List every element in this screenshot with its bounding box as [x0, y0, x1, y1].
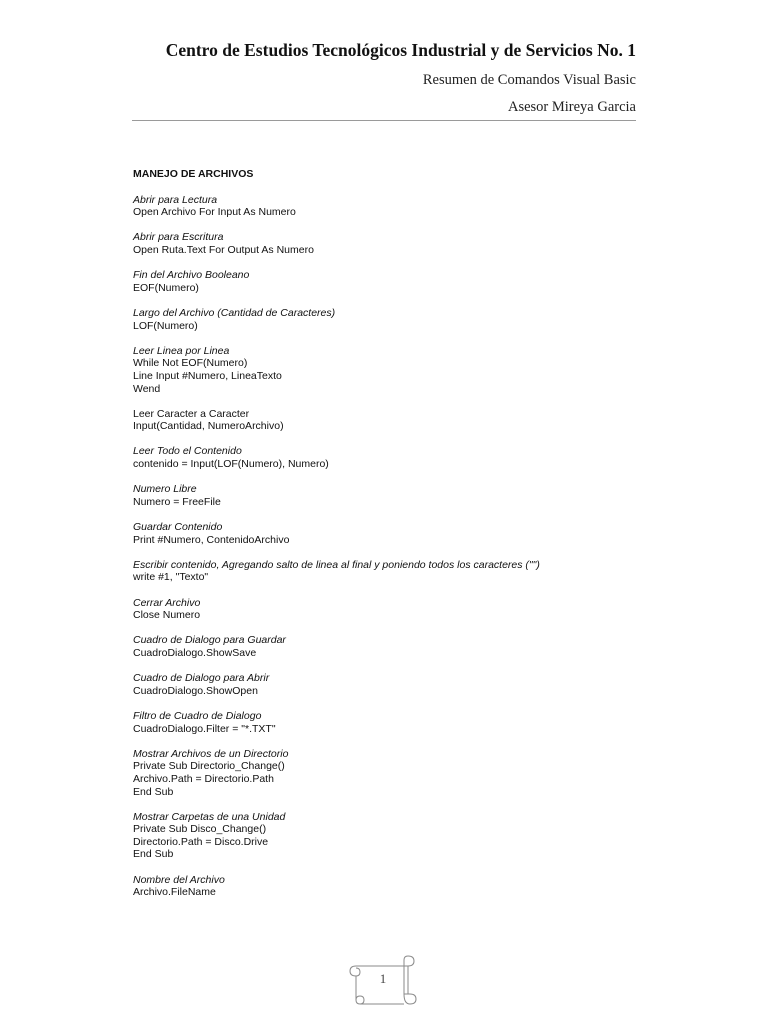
author-line: Asesor Mireya Garcia [507, 99, 636, 115]
code-line: LOF(Numero) [133, 319, 198, 332]
command-entry [133, 521, 653, 546]
code-line: Open Ruta.Text For Output As Numero [133, 243, 314, 256]
code-line: CuadroDialogo.ShowSave [133, 646, 257, 659]
code-line: End Sub [133, 785, 174, 798]
command-entry [133, 345, 653, 395]
command-list [133, 194, 653, 899]
command-entry [133, 597, 653, 622]
command-description: Cuadro de Dialogo para Abrir [133, 672, 270, 685]
command-description: Cuadro de Dialogo para Guardar [133, 634, 286, 647]
command-description: Cerrar Archivo [133, 596, 201, 609]
code-line: Numero = FreeFile [133, 495, 221, 508]
command-entry [133, 811, 653, 861]
document-subtitle: Resumen de Comandos Visual Basic [422, 72, 636, 88]
command-entry [133, 231, 653, 256]
code-line: Private Sub Disco_Change() [133, 823, 267, 836]
command-entry [133, 710, 653, 735]
command-description: Leer Caracter a Caracter [133, 407, 250, 420]
command-description: Leer Linea por Linea [133, 344, 230, 357]
code-line: Archivo.FileName [133, 886, 216, 899]
code-line: CuadroDialogo.Filter = "*.TXT" [133, 722, 276, 735]
command-entry [133, 408, 653, 433]
command-description: Abrir para Lectura [133, 193, 218, 206]
institution-title: Centro de Estudios Tecnológicos Industrial y de Servicios No. 1 [165, 40, 636, 60]
command-description: Fin del Archivo Booleano [133, 269, 250, 282]
command-description: Largo del Archivo (Cantidad de Caracteres) [133, 306, 336, 319]
code-line: Archivo.Path = Directorio.Path [133, 772, 274, 785]
command-description: Leer Todo el Contenido [133, 445, 242, 458]
code-line: While Not EOF(Numero) [133, 357, 248, 370]
command-entry [133, 483, 653, 508]
command-description: Mostrar Carpetas de una Unidad [133, 810, 286, 823]
command-description: Guardar Contenido [133, 521, 223, 534]
code-line: Directorio.Path = Disco.Drive [133, 835, 269, 848]
command-description: Mostrar Archivos de un Directorio [133, 747, 289, 760]
code-line: contenido = Input(LOF(Numero), Numero) [133, 458, 329, 471]
page-number: 1 [379, 971, 387, 986]
code-line: Line Input #Numero, LineaTexto [133, 369, 282, 382]
command-entry [133, 672, 653, 697]
command-description: Nombre del Archivo [133, 873, 225, 886]
command-description: Abrir para Escritura [133, 231, 224, 244]
command-entry [133, 634, 653, 659]
code-line: Input(Cantidad, NumeroArchivo) [133, 420, 284, 433]
command-entry [133, 559, 653, 584]
section-heading: MANEJO DE ARCHIVOS [133, 168, 254, 180]
command-entry [133, 748, 653, 798]
command-entry [133, 269, 653, 294]
code-line: write #1, "Texto" [133, 571, 209, 584]
code-line: Private Sub Directorio_Change() [133, 760, 285, 773]
code-line: CuadroDialogo.ShowOpen [133, 684, 258, 697]
command-description: Escribir contenido, Agregando salto de linea al final y poniendo todos los caracteres ("") [133, 558, 540, 571]
code-line: Print #Numero, ContenidoArchivo [133, 533, 290, 546]
header-divider [132, 120, 636, 121]
command-entry [133, 307, 653, 332]
command-description: Numero Libre [133, 483, 197, 496]
code-line: Open Archivo For Input As Numero [133, 206, 296, 219]
code-line: Close Numero [133, 609, 201, 622]
code-line: Wend [133, 382, 161, 395]
command-entry [133, 874, 653, 899]
command-entry [133, 445, 653, 470]
command-description: Filtro de Cuadro de Dialogo [133, 709, 262, 722]
document-body [133, 168, 653, 911]
page-number-scroll [348, 954, 418, 1006]
command-entry [133, 194, 653, 219]
code-line: EOF(Numero) [133, 281, 199, 294]
code-line: End Sub [133, 848, 174, 861]
